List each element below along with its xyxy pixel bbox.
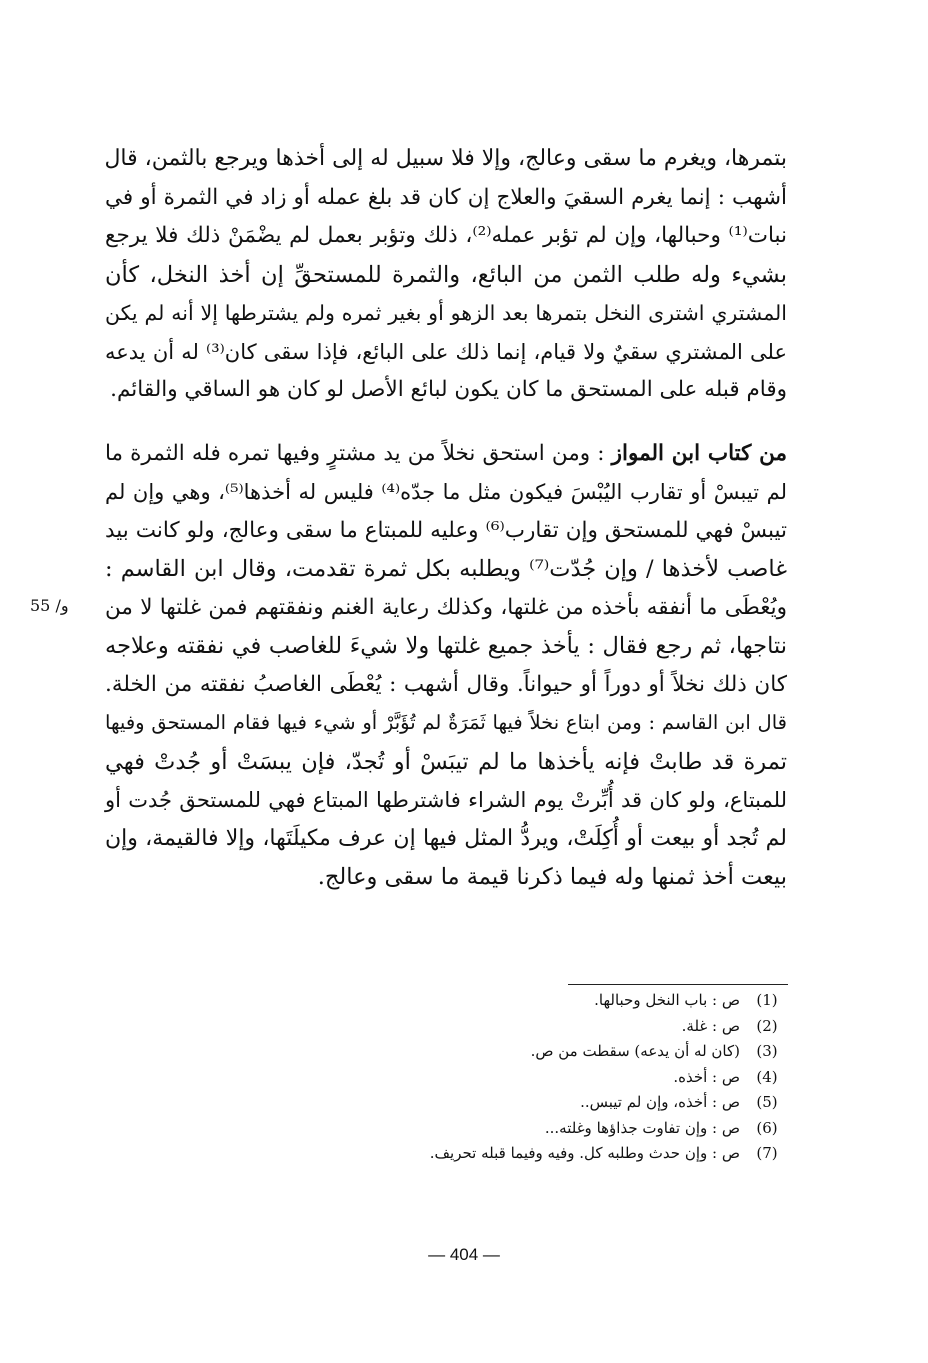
footnote	[300, 1116, 788, 1142]
footnote	[300, 1090, 788, 1116]
footnote-number: (5)	[756, 1093, 778, 1111]
text-line: غاصب لأخذها / وإن جُدّت⁽⁷⁾ ويطلبه بكل ثمرة تقدمت، وقال ابن القاسم :	[105, 556, 787, 582]
page-number: — 404 —	[428, 1245, 500, 1264]
text-line: وقام قبله على المستحق ما كان يكون لبائع الأصل لو كان هو الساقي والقائم.	[110, 377, 787, 402]
paragraph-2	[105, 435, 787, 897]
folio-margin-note: 55 /و	[30, 596, 69, 615]
footnote-text: (كان له أن يدعه) سقطت من ص.	[530, 1042, 740, 1060]
text-line: لم تُجد أو بيعت أو أُكِلَتْ، ويردُّ المثل فيها إن عرف مكيلَتَها، وإلا فالقيمة، وإن	[105, 825, 787, 851]
text-line: على المشتري سقيٌ ولا قيام، إنما ذلك على البائع، فإذا سقى كان⁽³⁾ له أن يدعه	[105, 339, 787, 364]
paragraph-1	[105, 140, 787, 410]
text-line: لم تيبسْ أو تقارب اليُبْسَ فيكون مثل ما جدّه⁽⁴⁾ فليس له أخذها⁽⁵⁾، وهي وإن لم	[105, 480, 788, 504]
footnote	[300, 1141, 788, 1167]
footnote-text: ص : وإن حدث وطلبه كل. وفيه وفيما قبله تحريف.	[429, 1144, 740, 1162]
text-line: كان ذلك نخلاً أو دوراً أو حيواناً. وقال أشهب : يُعْطَى الغاصبُ نفقته من الخلة.	[105, 671, 787, 697]
footnote-text: ص : وإن تفاوت جذاؤها وغلته...	[544, 1118, 740, 1137]
text-line: بشيء وله طلب الثمن من البائع، والثمرة للمستحقِّ إن أخذ النخل، كأن	[105, 261, 787, 288]
footnote-number: (2)	[756, 1016, 778, 1035]
text-line: نتاجها، ثم رجع فقال : يأخذ جميع غلتها ولا شيءَ للغاصب في نفقته وعلاجه	[105, 633, 787, 659]
text-line	[105, 435, 787, 474]
footnote-number: (7)	[756, 1144, 778, 1162]
footnote-text: ص : غلة.	[681, 1016, 740, 1035]
footnote	[300, 1014, 788, 1040]
footnote-text: ص : أخذه، وإن لم تيبس..	[580, 1093, 740, 1111]
text-line: بيعت أخذ ثمنها وله فيما ذكرنا قيمة ما سقى وعالج.	[317, 864, 787, 890]
text-line: تمرة قد طابتْ فإنه يأخذها ما لم تيبَسْ أو تُجدّ، فإن يبسَتْ أو جُدتْ فهي	[105, 748, 787, 775]
text-line: تيبسْ فهي للمستحق وإن تقارب⁽⁶⁾ وعليه للمبتاع ما سقى وعالج، ولو كانت بيد	[105, 517, 787, 543]
footnote	[300, 988, 788, 1014]
footnote	[300, 1039, 788, 1065]
text-line: قال ابن القاسم : ومن ابتاع نخلاً فيها ثَمَرَةٌ لم تُؤَبَّرْ أو شيء فيها فقام المستحق وفيها	[105, 711, 787, 734]
footnote	[300, 1065, 788, 1091]
footnote-text: ص : أخذه.	[673, 1067, 740, 1086]
footnote-text: ص : باب النخل وحبالها.	[594, 991, 740, 1009]
footnotes	[300, 988, 788, 1167]
heading-line-rest: : ومن استحق نخلاً من يد مشترٍ وفيها تمره فله الثمرة ما	[105, 440, 605, 466]
text-line: نبات⁽¹⁾ وحبالها، وإن لم تؤبر عمله⁽²⁾، ذلك وتؤبر بعمل لم يضْمَنْ ذلك فلا يرجع	[105, 223, 787, 248]
footnote-number: (3)	[756, 1042, 778, 1060]
section-heading: من كتاب ابن المواز	[611, 440, 787, 466]
footnote-divider	[568, 984, 788, 985]
text-line: بتمرها، ويغرم ما سقى وعالج، وإلا فلا سبيل له إلى أخذها ويرجع بالثمن، قال	[104, 146, 787, 171]
main-text	[105, 140, 787, 897]
footnote-number: (4)	[756, 1067, 778, 1086]
text-line: ويُعْطَى ما أنفقه بأخذه من غلتها، وكذلك رعاية الغنم ونفقتهم فمن غلتها لا من	[105, 594, 787, 620]
footnote-number: (6)	[756, 1118, 778, 1137]
text-line: للمبتاع، ولو كان قد أُبِّرتْ يوم الشراء فاشترطها المبتاع فهي للمستحق جُدت أو	[105, 788, 787, 812]
footnote-number: (1)	[756, 991, 778, 1009]
text-line: المشتري اشترى النخل بتمرها بعد الزهو أو بغير ثمره ولم يشترطها إلا أنه لم يكن	[105, 301, 787, 325]
text-line: أشهب : إنما يغرم السقيَ والعلاج إن كان قد بلغ عمله أو زاد في الثمرة أو في	[105, 184, 787, 210]
